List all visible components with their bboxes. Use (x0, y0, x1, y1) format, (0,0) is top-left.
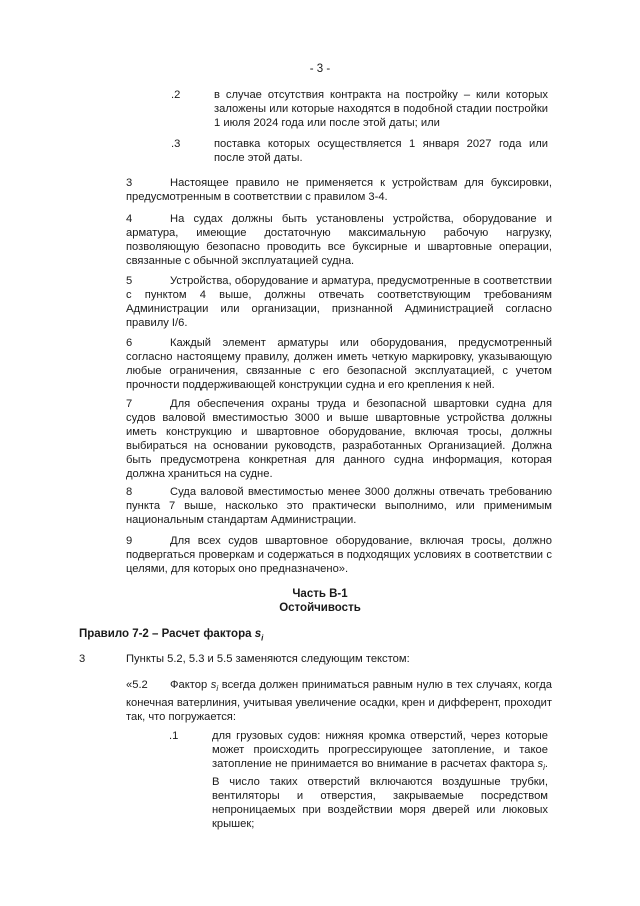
paragraph-number: 7 (126, 398, 133, 410)
paragraph-number: 6 (126, 337, 133, 349)
paragraph-text: Каждый элемент арматуры или оборудования, предусмотренный согласно настоящему правилу, должен иметь четкую маркировку, указывающую любые ограничения, связанные с его безопасной эксплуатацией, с учетом прочности поддерживающей конструкции судна и его крепления к ней. (126, 337, 552, 391)
paragraph-number: 9 (126, 535, 133, 547)
list-item-number: .3 (171, 138, 181, 150)
amendment-number: 3 (79, 653, 86, 665)
paragraph-text: Для обеспечения охраны труда и безопасной швартовки судна для судов валовой вместимостью 3000 и выше швартовные устройства должны иметь конструкцию и швартовное оборудование, включая тросы, должны выбираться на основании руководств, разработанных Организацией. Должна быть предусмотрена конкретная для данного судна информация, которая должна храниться на судне. (126, 398, 552, 480)
subitem-text: для грузовых судов: нижняя кромка отверстий, через которые может происходить прогрессирующее затопление, и такое затопление не принимается во внимание в расчетах фактора $s_i$. В число таких отверстий включаются воздушные трубки, вентиляторы и отверстия, закрываемые посредством непроницаемых при воздействии моря дверей или люковых крышек; (212, 730, 548, 831)
rule-heading: Правило 7-2 – Расчет фактора $s_i$ (79, 628, 264, 643)
subitem-number: .1 (169, 730, 179, 742)
paragraph-number: 4 (126, 213, 133, 225)
clause-text: Фактор $s_i$ всегда должен приниматься равным нулю в тех случаях, когда конечная ватерлиния, учитывая увеличение осадки, крен и дифферент, проходит так, что погружается: (126, 679, 552, 724)
paragraph-text: Для всех судов швартовное оборудование, включая тросы, должно подвергаться проверкам и содержаться в подходящих условиях в соответствии с целями, для которых оно предназначено». (126, 535, 552, 575)
list-item-text: поставка которых осуществляется 1 января 2027 года или после этой даты. (214, 138, 548, 164)
clause-number: «5.2 (126, 679, 148, 691)
paragraph-number: 3 (126, 177, 133, 189)
list-item-text: в случае отсутствия контракта на постройку – кили которых заложены или которые находятся в подобной стадии постройки 1 июля 2024 года или после этой даты; или (214, 89, 548, 129)
paragraph-number: 5 (126, 275, 133, 287)
paragraph-number: 8 (126, 486, 133, 498)
paragraph-text: Устройства, оборудование и арматура, предусмотренные в соответствии с пунктом 4 выше, должны отвечать соответствующим требованиям Администрации или организации, признанной Администрацией согласно правилу I/6. (126, 275, 552, 329)
amendment-text: Пункты 5.2, 5.3 и 5.5 заменяются следующим текстом: (126, 653, 410, 665)
part-title: Часть B-1 (292, 588, 348, 600)
part-subtitle: Остойчивость (279, 602, 361, 614)
list-item-number: .2 (171, 89, 181, 101)
page-number: - 3 - (309, 63, 331, 75)
paragraph-text: На судах должны быть установлены устройства, оборудование и арматура, имеющие достаточную максимальную рабочую нагрузку, позволяющую безопасно проводить все буксирные и швартовные операции, связанные с обычной эксплуатацией судна. (126, 213, 552, 267)
paragraph-text: Настоящее правило не применяется к устройствам для буксировки, предусмотренным в соответствии с правилом 3-4. (126, 177, 552, 203)
paragraph-text: Суда валовой вместимостью менее 3000 должны отвечать требованию пункта 7 выше, насколько это практически выполнимо, или применимым национальным стандартам Администрации. (126, 486, 552, 526)
